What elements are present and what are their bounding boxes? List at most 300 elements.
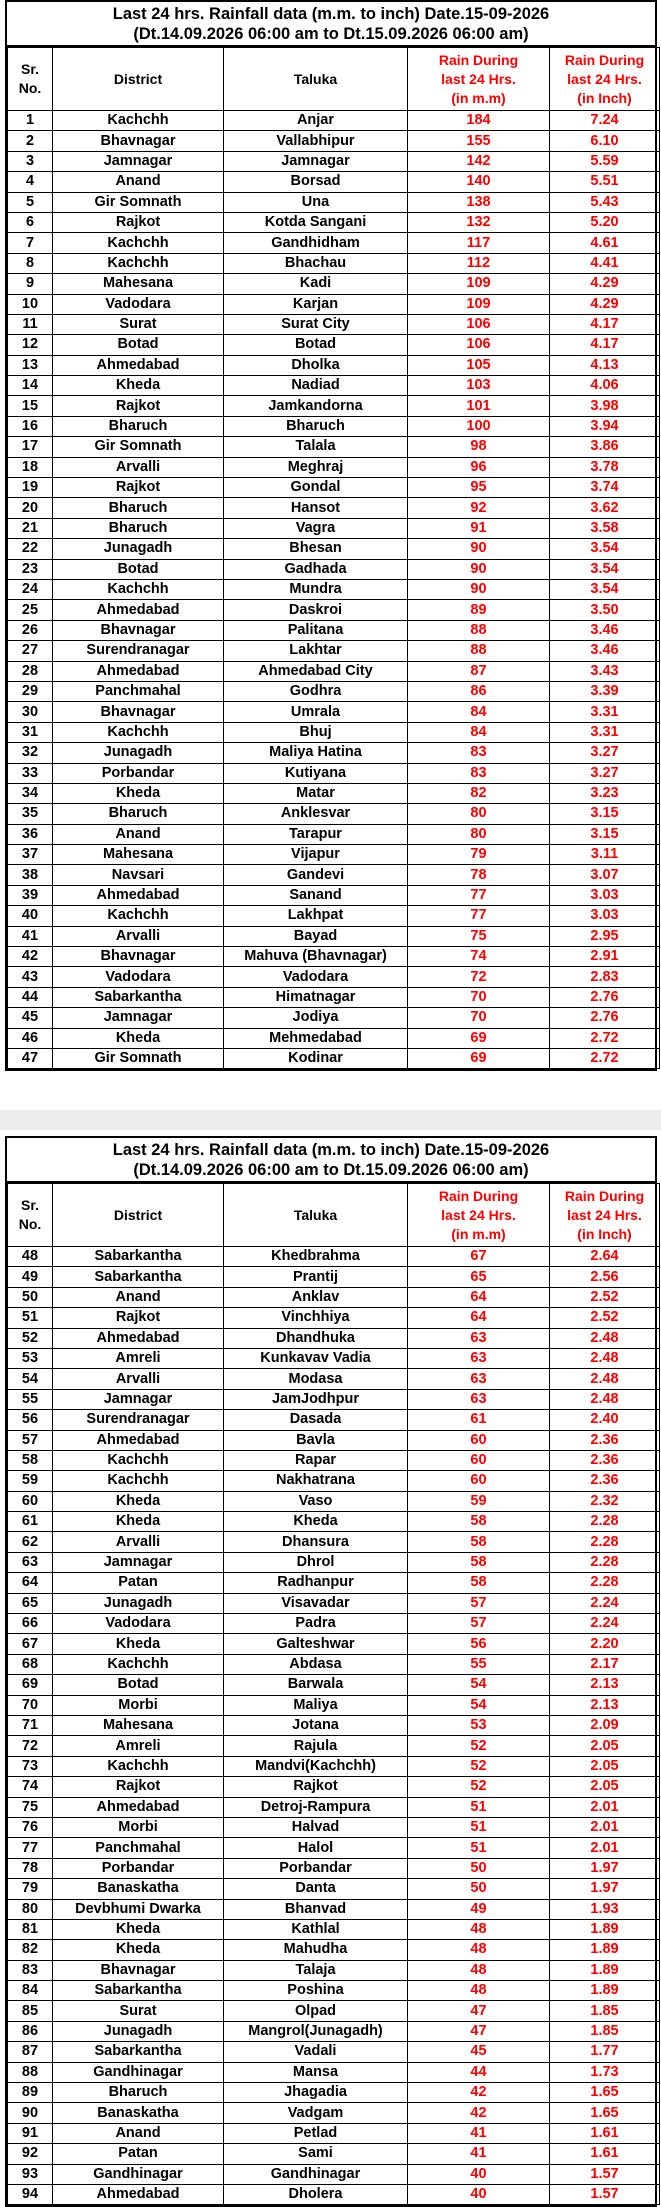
cell-rain-inch: 2.20 xyxy=(550,1634,660,1654)
cell-district: Ahmedabad xyxy=(53,1430,224,1450)
cell-district: Arvalli xyxy=(53,1532,224,1552)
cell-sr-no: 23 xyxy=(8,559,53,579)
cell-rain-inch: 2.13 xyxy=(550,1695,660,1715)
table-row xyxy=(8,1348,660,1368)
cell-district: Anand xyxy=(53,1287,224,1307)
cell-rain-inch: 3.54 xyxy=(550,559,660,579)
cell-taluka: Nadiad xyxy=(224,376,408,396)
cell-sr-no: 1 xyxy=(8,111,53,131)
cell-taluka: Surat City xyxy=(224,314,408,334)
cell-taluka: Maliya xyxy=(224,1695,408,1715)
cell-rain-mm: 90 xyxy=(408,539,550,559)
cell-district: Gir Somnath xyxy=(53,1048,224,1068)
cell-district: Sabarkantha xyxy=(53,1981,224,2001)
cell-rain-inch: 1.93 xyxy=(550,1899,660,1919)
cell-taluka: Una xyxy=(224,192,408,212)
cell-district: Jamnagar xyxy=(53,1552,224,1572)
cell-district: Devbhumi Dwarka xyxy=(53,1899,224,1919)
table-row xyxy=(8,1593,660,1613)
cell-sr-no: 19 xyxy=(8,478,53,498)
cell-district: Navsari xyxy=(53,865,224,885)
cell-rain-mm: 48 xyxy=(408,1960,550,1980)
table-row xyxy=(8,1048,660,1068)
cell-rain-inch: 3.74 xyxy=(550,478,660,498)
table-row xyxy=(8,274,660,294)
cell-rain-inch: 2.72 xyxy=(550,1048,660,1068)
cell-district: Rajkot xyxy=(53,1777,224,1797)
cell-taluka: Vaso xyxy=(224,1491,408,1511)
cell-district: Sabarkantha xyxy=(53,1267,224,1287)
cell-sr-no: 92 xyxy=(8,2144,53,2164)
cell-sr-no: 35 xyxy=(8,804,53,824)
cell-rain-mm: 69 xyxy=(408,1048,550,1068)
cell-rain-mm: 79 xyxy=(408,845,550,865)
table-row xyxy=(8,518,660,538)
table-row xyxy=(8,1328,660,1348)
cell-district: Sabarkantha xyxy=(53,987,224,1007)
cell-sr-no: 79 xyxy=(8,1879,53,1899)
cell-sr-no: 10 xyxy=(8,294,53,314)
cell-sr-no: 71 xyxy=(8,1715,53,1735)
cell-taluka: Sami xyxy=(224,2144,408,2164)
cell-taluka: Dhandhuka xyxy=(224,1328,408,1348)
cell-sr-no: 47 xyxy=(8,1048,53,1068)
cell-rain-mm: 77 xyxy=(408,885,550,905)
cell-sr-no: 22 xyxy=(8,539,53,559)
cell-rain-mm: 106 xyxy=(408,335,550,355)
header-sr-no: Sr. No. xyxy=(8,48,53,111)
cell-rain-inch: 1.89 xyxy=(550,1981,660,2001)
table-row xyxy=(8,131,660,151)
cell-rain-inch: 1.65 xyxy=(550,2103,660,2123)
cell-district: Porbandar xyxy=(53,1858,224,1878)
cell-district: Ahmedabad xyxy=(53,2184,224,2204)
cell-sr-no: 86 xyxy=(8,2021,53,2041)
cell-district: Gandhinagar xyxy=(53,2062,224,2082)
cell-rain-mm: 51 xyxy=(408,1817,550,1837)
cell-sr-no: 84 xyxy=(8,1981,53,2001)
cell-district: Kheda xyxy=(53,1512,224,1532)
cell-district: Botad xyxy=(53,1675,224,1695)
cell-district: Kachchh xyxy=(53,1756,224,1776)
cell-rain-inch: 2.28 xyxy=(550,1573,660,1593)
cell-taluka: Abdasa xyxy=(224,1654,408,1674)
cell-rain-mm: 57 xyxy=(408,1614,550,1634)
cell-sr-no: 6 xyxy=(8,212,53,232)
cell-rain-mm: 74 xyxy=(408,947,550,967)
table-row xyxy=(8,1675,660,1695)
cell-district: Banaskatha xyxy=(53,1879,224,1899)
cell-rain-mm: 60 xyxy=(408,1430,550,1450)
cell-rain-inch: 1.89 xyxy=(550,1919,660,1939)
cell-rain-inch: 1.73 xyxy=(550,2062,660,2082)
cell-rain-mm: 95 xyxy=(408,478,550,498)
cell-rain-inch: 5.43 xyxy=(550,192,660,212)
cell-rain-mm: 48 xyxy=(408,1919,550,1939)
cell-taluka: Vallabhipur xyxy=(224,131,408,151)
cell-taluka: Gadhada xyxy=(224,559,408,579)
cell-taluka: Jamkandorna xyxy=(224,396,408,416)
cell-rain-inch: 1.85 xyxy=(550,2001,660,2021)
cell-district: Bhavnagar xyxy=(53,131,224,151)
cell-rain-mm: 91 xyxy=(408,518,550,538)
cell-rain-mm: 67 xyxy=(408,1247,550,1267)
table-row xyxy=(8,661,660,681)
cell-rain-inch: 2.17 xyxy=(550,1654,660,1674)
title-line-1: Last 24 hrs. Rainfall data (m.m. to inch) Date.15-09-2026 xyxy=(112,5,550,23)
cell-rain-mm: 58 xyxy=(408,1512,550,1532)
page-separator xyxy=(0,1110,661,1130)
cell-taluka: Mandvi(Kachchh) xyxy=(224,1756,408,1776)
table-row xyxy=(8,681,660,701)
cell-rain-mm: 50 xyxy=(408,1858,550,1878)
cell-rain-mm: 60 xyxy=(408,1450,550,1470)
cell-taluka: Vadgam xyxy=(224,2103,408,2123)
table-row xyxy=(8,478,660,498)
cell-sr-no: 27 xyxy=(8,641,53,661)
cell-rain-mm: 77 xyxy=(408,906,550,926)
table-row xyxy=(8,1512,660,1532)
cell-sr-no: 68 xyxy=(8,1654,53,1674)
header-row xyxy=(8,48,660,111)
cell-rain-mm: 75 xyxy=(408,926,550,946)
cell-taluka: Anjar xyxy=(224,111,408,131)
cell-rain-inch: 3.27 xyxy=(550,743,660,763)
cell-taluka: Danta xyxy=(224,1879,408,1899)
cell-sr-no: 58 xyxy=(8,1450,53,1470)
cell-rain-inch: 2.72 xyxy=(550,1028,660,1048)
table-row xyxy=(8,824,660,844)
cell-sr-no: 9 xyxy=(8,274,53,294)
cell-sr-no: 44 xyxy=(8,987,53,1007)
cell-taluka: Godhra xyxy=(224,681,408,701)
table-row xyxy=(8,539,660,559)
cell-taluka: Padra xyxy=(224,1614,408,1634)
cell-taluka: Poshina xyxy=(224,1981,408,2001)
cell-rain-mm: 100 xyxy=(408,416,550,436)
cell-taluka: Anklav xyxy=(224,1287,408,1307)
cell-taluka: Daskroi xyxy=(224,600,408,620)
cell-rain-inch: 2.13 xyxy=(550,1675,660,1695)
cell-district: Junagadh xyxy=(53,539,224,559)
cell-taluka: Bhanvad xyxy=(224,1899,408,1919)
table-row xyxy=(8,2062,660,2082)
cell-rain-inch: 3.15 xyxy=(550,804,660,824)
cell-taluka: Dholera xyxy=(224,2184,408,2204)
table-row xyxy=(8,743,660,763)
cell-taluka: Modasa xyxy=(224,1369,408,1389)
cell-rain-inch: 1.61 xyxy=(550,2123,660,2143)
cell-sr-no: 52 xyxy=(8,1328,53,1348)
table-row xyxy=(8,314,660,334)
header-district: District xyxy=(53,1184,224,1247)
table-row xyxy=(8,1471,660,1491)
cell-district: Bharuch xyxy=(53,804,224,824)
cell-rain-inch: 5.59 xyxy=(550,151,660,171)
header-district: District xyxy=(53,48,224,111)
cell-district: Bhavnagar xyxy=(53,702,224,722)
cell-taluka: Olpad xyxy=(224,2001,408,2021)
cell-district: Banaskatha xyxy=(53,2103,224,2123)
cell-rain-mm: 50 xyxy=(408,1879,550,1899)
cell-sr-no: 69 xyxy=(8,1675,53,1695)
cell-rain-mm: 109 xyxy=(408,294,550,314)
cell-rain-mm: 86 xyxy=(408,681,550,701)
rainfall-table xyxy=(7,47,660,1069)
cell-rain-inch: 2.76 xyxy=(550,987,660,1007)
cell-taluka: Karjan xyxy=(224,294,408,314)
cell-rain-inch: 2.36 xyxy=(550,1471,660,1491)
header-sr-no: Sr. No. xyxy=(8,1184,53,1247)
cell-taluka: Gondal xyxy=(224,478,408,498)
cell-rain-inch: 2.52 xyxy=(550,1287,660,1307)
cell-rain-mm: 56 xyxy=(408,1634,550,1654)
cell-sr-no: 49 xyxy=(8,1267,53,1287)
cell-taluka: Detroj-Rampura xyxy=(224,1797,408,1817)
cell-rain-mm: 90 xyxy=(408,559,550,579)
cell-district: Kheda xyxy=(53,1940,224,1960)
cell-rain-inch: 3.27 xyxy=(550,763,660,783)
table-row xyxy=(8,804,660,824)
cell-rain-inch: 2.24 xyxy=(550,1614,660,1634)
cell-rain-mm: 41 xyxy=(408,2144,550,2164)
table-row xyxy=(8,416,660,436)
table-row xyxy=(8,926,660,946)
table-row xyxy=(8,253,660,273)
cell-taluka: Jamnagar xyxy=(224,151,408,171)
table-row xyxy=(8,763,660,783)
cell-taluka: Sanand xyxy=(224,885,408,905)
cell-rain-mm: 70 xyxy=(408,1008,550,1028)
cell-taluka: Radhanpur xyxy=(224,1573,408,1593)
table-row xyxy=(8,579,660,599)
table-row xyxy=(8,987,660,1007)
cell-rain-inch: 3.54 xyxy=(550,539,660,559)
cell-district: Kachchh xyxy=(53,1654,224,1674)
cell-district: Vadodara xyxy=(53,967,224,987)
cell-district: Arvalli xyxy=(53,1369,224,1389)
table-row xyxy=(8,1008,660,1028)
cell-rain-inch: 2.52 xyxy=(550,1308,660,1328)
table-row xyxy=(8,396,660,416)
cell-taluka: Visavadar xyxy=(224,1593,408,1613)
table-row xyxy=(8,1940,660,1960)
cell-district: Rajkot xyxy=(53,1308,224,1328)
table-body-page-2 xyxy=(8,1247,660,2205)
cell-rain-mm: 132 xyxy=(408,212,550,232)
cell-rain-inch: 3.03 xyxy=(550,906,660,926)
cell-taluka: Bavla xyxy=(224,1430,408,1450)
cell-rain-inch: 2.64 xyxy=(550,1247,660,1267)
cell-district: Junagadh xyxy=(53,2021,224,2041)
cell-rain-inch: 2.36 xyxy=(550,1430,660,1450)
cell-rain-inch: 2.28 xyxy=(550,1532,660,1552)
cell-district: Arvalli xyxy=(53,457,224,477)
cell-sr-no: 11 xyxy=(8,314,53,334)
cell-rain-mm: 105 xyxy=(408,355,550,375)
cell-rain-mm: 49 xyxy=(408,1899,550,1919)
table-row xyxy=(8,172,660,192)
cell-taluka: Petlad xyxy=(224,2123,408,2143)
cell-rain-inch: 2.36 xyxy=(550,1450,660,1470)
cell-sr-no: 15 xyxy=(8,396,53,416)
table-row xyxy=(8,2164,660,2184)
cell-district: Bharuch xyxy=(53,518,224,538)
cell-district: Panchmahal xyxy=(53,681,224,701)
cell-taluka: Mahuva (Bhavnagar) xyxy=(224,947,408,967)
cell-sr-no: 61 xyxy=(8,1512,53,1532)
cell-taluka: Bayad xyxy=(224,926,408,946)
cell-sr-no: 50 xyxy=(8,1287,53,1307)
cell-rain-inch: 3.31 xyxy=(550,722,660,742)
cell-taluka: Jhagadia xyxy=(224,2083,408,2103)
cell-sr-no: 80 xyxy=(8,1899,53,1919)
table-row xyxy=(8,437,660,457)
cell-sr-no: 65 xyxy=(8,1593,53,1613)
cell-sr-no: 42 xyxy=(8,947,53,967)
cell-district: Patan xyxy=(53,2144,224,2164)
cell-sr-no: 46 xyxy=(8,1028,53,1048)
table-row xyxy=(8,1573,660,1593)
cell-rain-mm: 80 xyxy=(408,804,550,824)
table-row xyxy=(8,1614,660,1634)
cell-sr-no: 12 xyxy=(8,335,53,355)
cell-taluka: Lakhpat xyxy=(224,906,408,926)
table-row xyxy=(8,559,660,579)
cell-rain-mm: 54 xyxy=(408,1675,550,1695)
rainfall-sheet-page-1 xyxy=(5,0,657,1071)
cell-taluka: Rapar xyxy=(224,1450,408,1470)
cell-rain-inch: 3.23 xyxy=(550,783,660,803)
cell-rain-inch: 5.20 xyxy=(550,212,660,232)
cell-taluka: Meghraj xyxy=(224,457,408,477)
cell-rain-inch: 3.54 xyxy=(550,579,660,599)
cell-rain-mm: 51 xyxy=(408,1797,550,1817)
cell-district: Bharuch xyxy=(53,498,224,518)
cell-rain-mm: 117 xyxy=(408,233,550,253)
cell-rain-mm: 42 xyxy=(408,2103,550,2123)
title-line-2: (Dt.14.09.2026 06:00 am to Dt.15.09.2026 06:00 am) xyxy=(133,25,529,43)
cell-taluka: JamJodhpur xyxy=(224,1389,408,1409)
title-line-1: Last 24 hrs. Rainfall data (m.m. to inch) Date.15-09-2026 xyxy=(112,1141,550,1159)
cell-district: Mahesana xyxy=(53,1715,224,1735)
cell-sr-no: 18 xyxy=(8,457,53,477)
cell-sr-no: 51 xyxy=(8,1308,53,1328)
cell-district: Morbi xyxy=(53,1695,224,1715)
cell-rain-mm: 72 xyxy=(408,967,550,987)
table-row xyxy=(8,1308,660,1328)
table-row xyxy=(8,783,660,803)
cell-taluka: Prantij xyxy=(224,1267,408,1287)
cell-rain-mm: 69 xyxy=(408,1028,550,1048)
table-row xyxy=(8,1858,660,1878)
cell-rain-mm: 142 xyxy=(408,151,550,171)
cell-district: Amreli xyxy=(53,1348,224,1368)
cell-district: Arvalli xyxy=(53,926,224,946)
table-row xyxy=(8,620,660,640)
cell-rain-mm: 42 xyxy=(408,2083,550,2103)
cell-taluka: Kheda xyxy=(224,1512,408,1532)
cell-district: Anand xyxy=(53,2123,224,2143)
cell-sr-no: 36 xyxy=(8,824,53,844)
cell-rain-inch: 2.05 xyxy=(550,1756,660,1776)
cell-rain-inch: 4.29 xyxy=(550,294,660,314)
cell-rain-inch: 3.07 xyxy=(550,865,660,885)
cell-rain-mm: 57 xyxy=(408,1593,550,1613)
cell-sr-no: 78 xyxy=(8,1858,53,1878)
table-row xyxy=(8,2021,660,2041)
cell-rain-mm: 96 xyxy=(408,457,550,477)
cell-district: Gir Somnath xyxy=(53,437,224,457)
cell-taluka: Himatnagar xyxy=(224,987,408,1007)
cell-sr-no: 5 xyxy=(8,192,53,212)
cell-rain-mm: 40 xyxy=(408,2184,550,2204)
cell-rain-inch: 1.89 xyxy=(550,1960,660,1980)
cell-rain-inch: 4.17 xyxy=(550,314,660,334)
cell-rain-mm: 40 xyxy=(408,2164,550,2184)
table-row xyxy=(8,1430,660,1450)
table-row xyxy=(8,1654,660,1674)
cell-taluka: Kotda Sangani xyxy=(224,212,408,232)
cell-sr-no: 64 xyxy=(8,1573,53,1593)
table-row xyxy=(8,355,660,375)
cell-taluka: Hansot xyxy=(224,498,408,518)
cell-sr-no: 59 xyxy=(8,1471,53,1491)
cell-rain-inch: 2.01 xyxy=(550,1797,660,1817)
cell-district: Bhavnagar xyxy=(53,947,224,967)
cell-district: Mahesana xyxy=(53,274,224,294)
cell-sr-no: 94 xyxy=(8,2184,53,2204)
cell-rain-inch: 1.57 xyxy=(550,2184,660,2204)
cell-rain-inch: 3.11 xyxy=(550,845,660,865)
cell-rain-mm: 52 xyxy=(408,1736,550,1756)
rainfall-sheet-page-2 xyxy=(5,1136,657,2207)
cell-rain-mm: 53 xyxy=(408,1715,550,1735)
table-row xyxy=(8,2042,660,2062)
cell-sr-no: 48 xyxy=(8,1247,53,1267)
cell-district: Rajkot xyxy=(53,212,224,232)
table-row xyxy=(8,1369,660,1389)
table-row xyxy=(8,376,660,396)
cell-rain-inch: 3.15 xyxy=(550,824,660,844)
cell-rain-mm: 58 xyxy=(408,1573,550,1593)
cell-district: Gandhinagar xyxy=(53,2164,224,2184)
cell-sr-no: 73 xyxy=(8,1756,53,1776)
table-row xyxy=(8,1410,660,1430)
cell-taluka: Halol xyxy=(224,1838,408,1858)
cell-district: Gir Somnath xyxy=(53,192,224,212)
cell-taluka: Talala xyxy=(224,437,408,457)
cell-rain-mm: 65 xyxy=(408,1267,550,1287)
header-rain-mm: Rain During last 24 Hrs. (in m.m) xyxy=(408,1184,550,1247)
cell-sr-no: 13 xyxy=(8,355,53,375)
cell-district: Anand xyxy=(53,172,224,192)
cell-district: Surendranagar xyxy=(53,641,224,661)
cell-taluka: Kutiyana xyxy=(224,763,408,783)
table-row xyxy=(8,1532,660,1552)
cell-rain-inch: 2.05 xyxy=(550,1736,660,1756)
cell-rain-inch: 1.77 xyxy=(550,2042,660,2062)
rainfall-table xyxy=(7,1183,660,2205)
cell-sr-no: 72 xyxy=(8,1736,53,1756)
cell-district: Kachchh xyxy=(53,253,224,273)
cell-taluka: Botad xyxy=(224,335,408,355)
cell-rain-mm: 98 xyxy=(408,437,550,457)
cell-sr-no: 7 xyxy=(8,233,53,253)
cell-district: Panchmahal xyxy=(53,1838,224,1858)
table-row xyxy=(8,1715,660,1735)
cell-taluka: Jodiya xyxy=(224,1008,408,1028)
